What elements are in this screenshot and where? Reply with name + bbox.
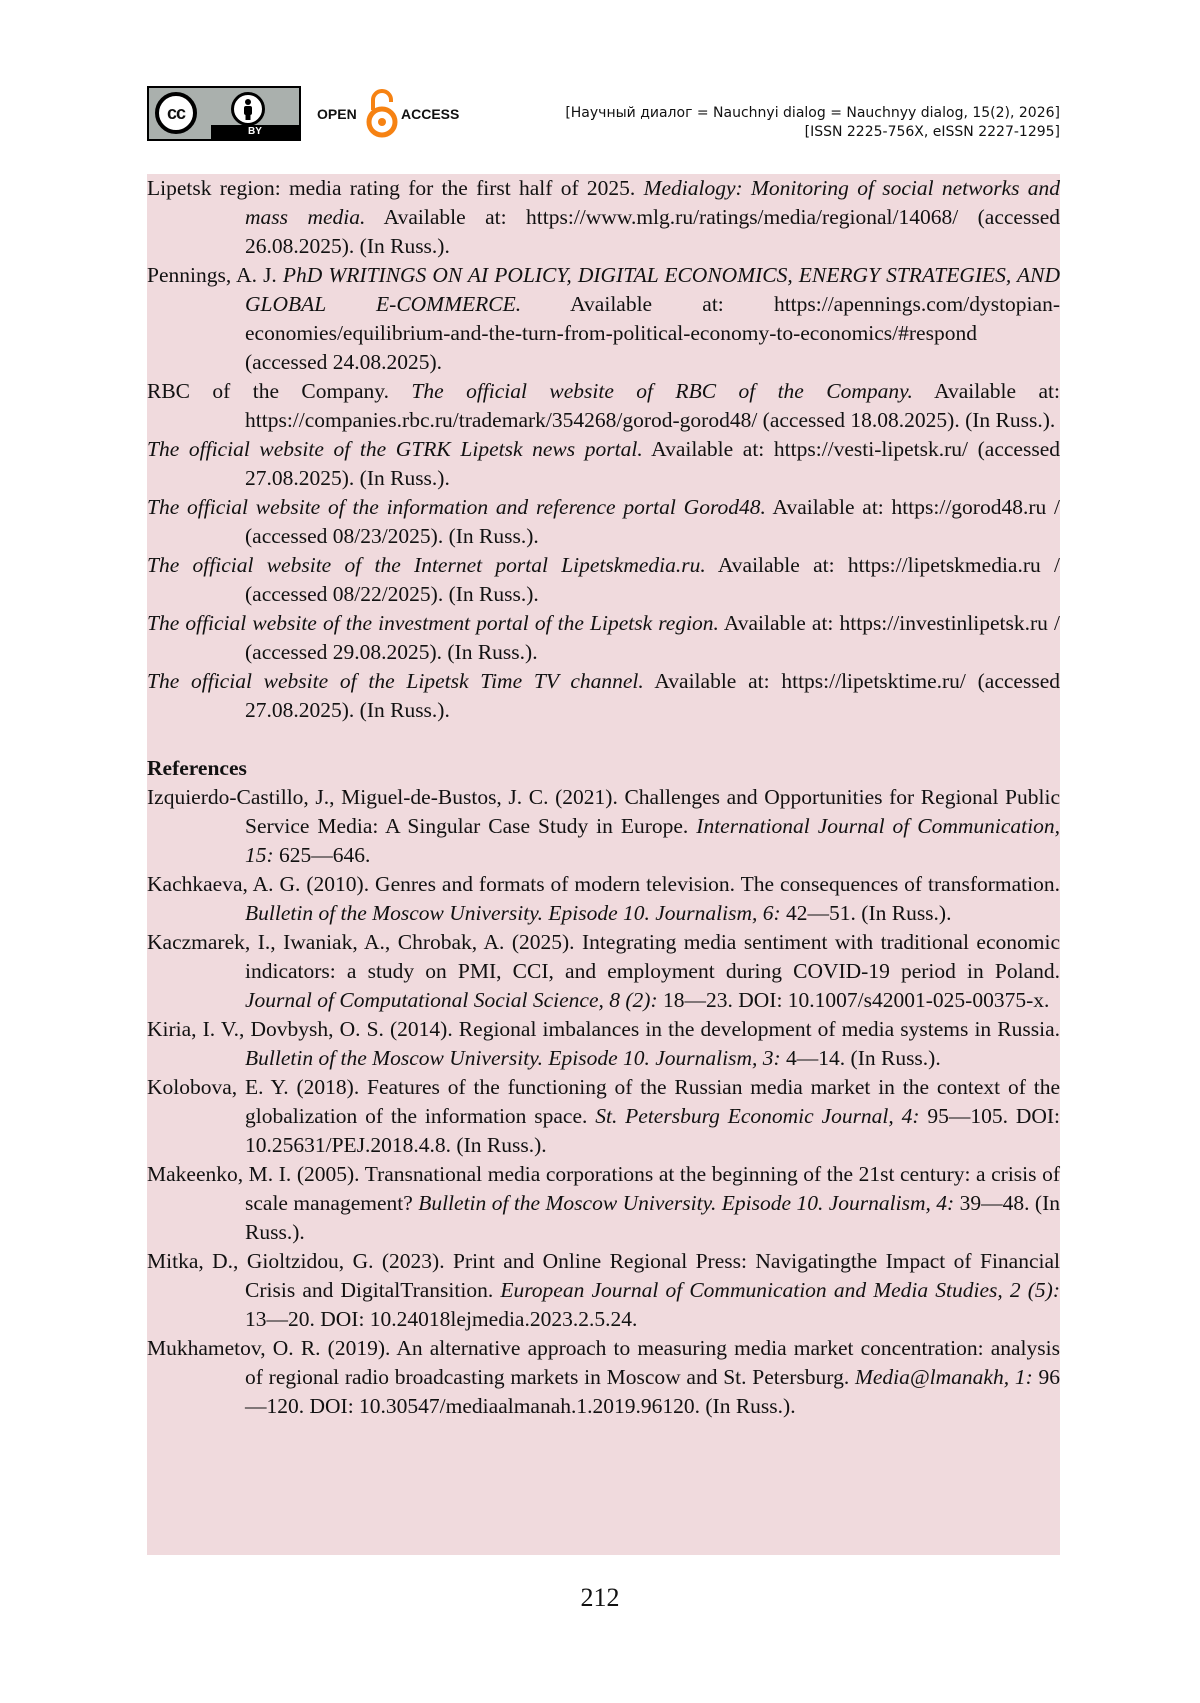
reference-entry: Kolobova, E. Y. (2018). Features of the functioning of the Russian media market in the context of the globalization of the information space. St. Petersburg Economic Journal, 4: 95—105. DOI: 10.25631/PEJ.2018.4.8. (In Russ.). [147, 1075, 1061, 1157]
license-by-label: BY [211, 125, 299, 139]
reference-entry: Izquierdo-Castillo, J., Miguel-de-Bustos, J. C. (2021). Challenges and Opportunities for Regional Public Service Media: A Singular Case Study in Europe. International Journal of Communication, 15: 625—646. [147, 785, 1060, 867]
source-entry: The official website of the Lipetsk Time TV channel. Available at: https://lipetsktime.ru/ (accessed 27.08.2025). (In Russ.). [147, 669, 1060, 722]
page-header [147, 86, 1060, 142]
cc-by-license-badge [147, 86, 301, 141]
source-entry: The official website of the GTRK Lipetsk news portal. Available at: https://vesti-lipetsk.ru/ (accessed 27.08.2025). (In Russ.). [147, 437, 1060, 490]
reference-entry: Kachkaeva, A. G. (2010). Genres and formats of modern television. The consequences of transformation. Bulletin of the Moscow University. Episode 10. Journalism, 6: 42—51. (In Russ.). [147, 872, 1060, 925]
journal-issn-line: [ISSN 2225-756X, eISSN 2227-1295] [804, 124, 1060, 140]
open-access-logo [317, 86, 467, 141]
source-entry: RBC of the Company. The official website of RBC of the Company. Available at: https://companies.rbc.ru/trademark/354268/gorod-gorod48/ (accessed 18.08.2025). (In Russ.). [147, 379, 1060, 432]
highlighted-bibliography [147, 174, 1060, 1555]
references-heading: References [147, 756, 247, 780]
reference-entry: Mukhametov, O. R. (2019). An alternative approach to measuring media market concentration: analysis of regional radio broadcasting markets in Moscow and St. Petersburg. Media@lmanakh, 1: 96—120. DOI: 10.30547/mediaalmanah.1.2019.96120. (In Russ.). [147, 1336, 1060, 1418]
reference-entry: Makeenko, M. I. (2005). Transnational media corporations at the beginning of the 21st century: a crisis of scale management? Bulletin of the Moscow University. Episode 10. Journalism, 4: 39—48. (In Russ.). [147, 1162, 1060, 1244]
open-access-label-open: OPEN [317, 106, 357, 122]
open-access-lock-icon [365, 86, 399, 141]
creative-commons-icon: cc [155, 92, 197, 134]
journal-title-line: [Научный диалог = Nauchnyi dialog = Nauchnyy dialog, 15(2), 2026] [565, 105, 1060, 121]
source-entry: Pennings, A. J. PhD WRITINGS ON AI POLICY, DIGITAL ECONOMICS, ENERGY STRATEGIES, AND GLOBAL E-COMMERCE. Available at: https://apennings.com/dystopian-economies/equilibrium-and-the-turn-from-political-economy-to-economics/#respond (accessed 24.08.2025). [147, 263, 1060, 374]
page-number: 212 [580, 1583, 620, 1612]
open-access-label-access: ACCESS [401, 106, 460, 122]
journal-citation [565, 104, 1060, 142]
source-entry: The official website of the Internet portal Lipetskmedia.ru. Available at: https://lipetskmedia.ru / (accessed 08/22/2025). (In Russ.). [147, 553, 1061, 606]
reference-entry: Kiria, I. V., Dovbysh, O. S. (2014). Regional imbalances in the development of media systems in Russia. Bulletin of the Moscow University. Episode 10. Journalism, 3: 4—14. (In Russ.). [147, 1017, 1060, 1070]
attribution-person-icon [231, 92, 265, 126]
source-entry: The official website of the information and reference portal Gorod48. Available at: https://gorod48.ru / (accessed 08/23/2025). (In Russ.). [147, 495, 1060, 548]
source-entry: Lipetsk region: media rating for the first half of 2025. Medialogy: Monitoring of social networks and mass media. Available at: https://www.mlg.ru/ratings/media/regional/14068/ (accessed 26.08.2025). (In Russ.). [147, 176, 1061, 258]
source-entry: The official website of the investment portal of the Lipetsk region. Available at: https://investinlipetsk.ru / (accessed 29.08.2025). (In Russ.). [147, 611, 1060, 664]
reference-entry: Mitka, D., Gioltzidou, G. (2023). Print and Online Regional Press: Navigatingthe Impact of Financial Crisis and DigitalTransition. European Journal of Communication and Media Studies, 2 (5): 13—20. DOI: 10.24018lejmedia.2023.2.5.24. [147, 1249, 1060, 1331]
reference-entry: Kaczmarek, I., Iwaniak, A., Chrobak, A. (2025). Integrating media sentiment with traditional economic indicators: a study on PMI, CCI, and employment during COVID-19 period in Poland. Journal of Computational Social Science, 8 (2): 18—23. DOI: 10.1007/s42001-025-00375-x. [147, 930, 1060, 1012]
